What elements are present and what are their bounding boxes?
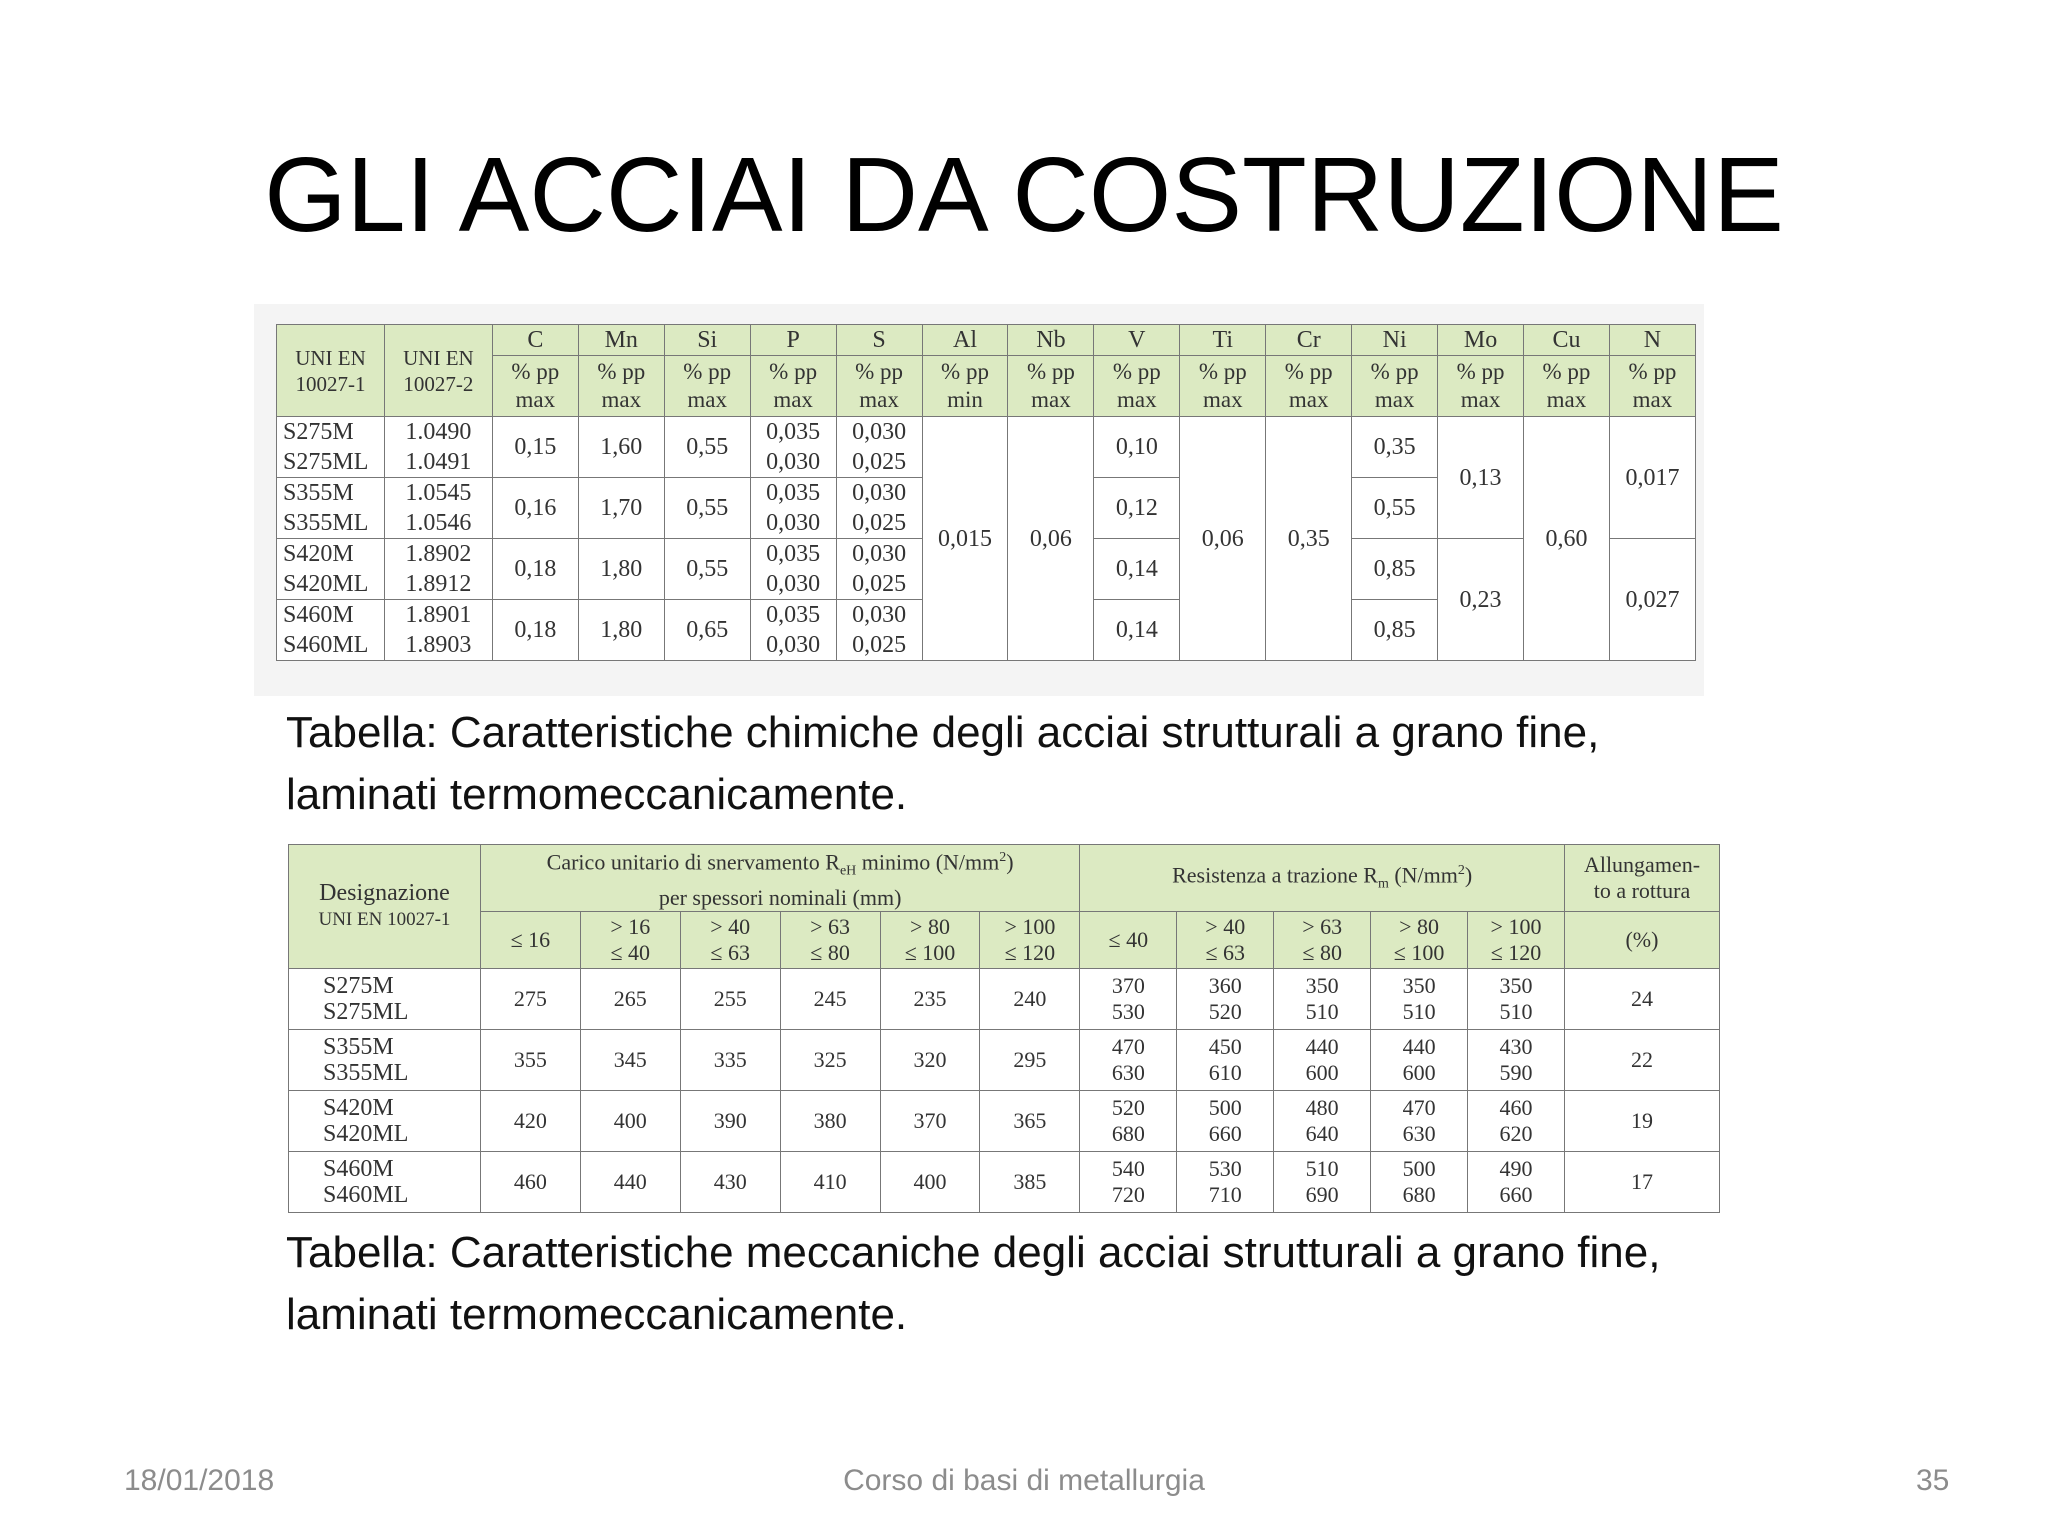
unit-header-nb: % pp max [1008, 356, 1094, 417]
footer-date: 18/01/2018 [124, 1464, 275, 1497]
value-mn: 1,80 [578, 539, 664, 600]
element-header-v: V [1094, 325, 1180, 356]
table-row [289, 968, 1720, 1029]
table-row [289, 1090, 1720, 1151]
unit-header-cr: % pp max [1266, 356, 1352, 417]
tensile-thickness-header: ≤ 40 [1080, 911, 1177, 968]
col-header-elongation: Allungamen- to a rottura [1564, 845, 1719, 912]
tensile-value: 470 630 [1371, 1090, 1468, 1151]
col-header-uni-en-10027-2: UNI EN 10027-2 [384, 325, 492, 417]
table-row [289, 1151, 1720, 1212]
value-mn: 1,80 [578, 600, 664, 661]
chemical-table-caption: Tabella: Caratteristiche chimiche degli acciai strutturali a grano fine, laminati termomeccanicamente. [286, 708, 1600, 819]
yield-value: 265 [580, 968, 680, 1029]
elongation-value: 17 [1564, 1151, 1719, 1212]
tensile-value: 500 680 [1371, 1151, 1468, 1212]
tensile-value: 440 600 [1371, 1029, 1468, 1090]
value-s: 0,030 0,025 [836, 600, 922, 661]
value-c: 0,18 [492, 539, 578, 600]
designation-cell: S460M S460ML [289, 1151, 481, 1212]
elongation-unit-header: (%) [1564, 911, 1719, 968]
value-si: 0,55 [664, 478, 750, 539]
value-v: 0,14 [1094, 600, 1180, 661]
tensile-value: 490 660 [1468, 1151, 1565, 1212]
mechanical-table-caption: Tabella: Caratteristiche meccaniche degli acciai strutturali a grano fine, laminati termomeccanicamente. [286, 1228, 1661, 1339]
yield-value: 370 [880, 1090, 980, 1151]
value-s: 0,030 0,025 [836, 539, 922, 600]
yield-thickness-header: ≤ 16 [480, 911, 580, 968]
value-mo: 0,13 [1438, 417, 1524, 539]
value-s: 0,030 0,025 [836, 417, 922, 478]
tensile-value: 350 510 [1371, 968, 1468, 1029]
col-header-designazione: Designazione UNI EN 10027-1 [289, 845, 481, 969]
tensile-value: 350 510 [1468, 968, 1565, 1029]
yield-value: 275 [480, 968, 580, 1029]
tensile-value: 350 510 [1274, 968, 1371, 1029]
value-c: 0,15 [492, 417, 578, 478]
tensile-value: 430 590 [1468, 1029, 1565, 1090]
yield-thickness-header: > 100 ≤ 120 [980, 911, 1080, 968]
footer-page-number: 35 [1916, 1464, 1950, 1497]
element-header-cr: Cr [1266, 325, 1352, 356]
elongation-value: 19 [1564, 1090, 1719, 1151]
tensile-value: 480 640 [1274, 1090, 1371, 1151]
value-v: 0,14 [1094, 539, 1180, 600]
yield-value: 410 [780, 1151, 880, 1212]
designation-cell: S275M S275ML [289, 968, 481, 1029]
unit-header-s: % pp max [836, 356, 922, 417]
element-header-s: S [836, 325, 922, 356]
value-v: 0,10 [1094, 417, 1180, 478]
material-number-cell: 1.0545 1.0546 [384, 478, 492, 539]
value-mn: 1,60 [578, 417, 664, 478]
yield-thickness-header: > 80 ≤ 100 [880, 911, 980, 968]
value-cr: 0,35 [1266, 417, 1352, 661]
value-c: 0,18 [492, 600, 578, 661]
elongation-value: 22 [1564, 1029, 1719, 1090]
tensile-value: 540 720 [1080, 1151, 1177, 1212]
element-header-si: Si [664, 325, 750, 356]
value-s: 0,030 0,025 [836, 478, 922, 539]
element-header-mo: Mo [1438, 325, 1524, 356]
tensile-value: 470 630 [1080, 1029, 1177, 1090]
yield-value: 335 [680, 1029, 780, 1090]
value-ni: 0,55 [1352, 478, 1438, 539]
value-si: 0,55 [664, 539, 750, 600]
yield-value: 245 [780, 968, 880, 1029]
tensile-value: 460 620 [1468, 1090, 1565, 1151]
yield-value: 365 [980, 1090, 1080, 1151]
designation-cell: S460M S460ML [277, 600, 385, 661]
yield-value: 420 [480, 1090, 580, 1151]
yield-value: 325 [780, 1029, 880, 1090]
value-si: 0,55 [664, 417, 750, 478]
unit-header-ti: % pp max [1180, 356, 1266, 417]
value-nb: 0,06 [1008, 417, 1094, 661]
value-cu: 0,60 [1524, 417, 1610, 661]
yield-value: 390 [680, 1090, 780, 1151]
tensile-thickness-header: > 40 ≤ 63 [1177, 911, 1274, 968]
unit-header-n: % pp max [1609, 356, 1695, 417]
unit-header-ni: % pp max [1352, 356, 1438, 417]
unit-header-p: % pp max [750, 356, 836, 417]
value-ti: 0,06 [1180, 417, 1266, 661]
tensile-thickness-header: > 80 ≤ 100 [1371, 911, 1468, 968]
yield-value: 460 [480, 1151, 580, 1212]
yield-value: 355 [480, 1029, 580, 1090]
col-header-uni-en-10027-1: UNI EN 10027-1 [277, 325, 385, 417]
unit-header-c: % pp max [492, 356, 578, 417]
tensile-value: 520 680 [1080, 1090, 1177, 1151]
yield-value: 400 [880, 1151, 980, 1212]
elongation-value: 24 [1564, 968, 1719, 1029]
slide-title: GLI ACCIAI DA COSTRUZIONE [264, 136, 1784, 254]
value-si: 0,65 [664, 600, 750, 661]
unit-header-mo: % pp max [1438, 356, 1524, 417]
yield-value: 430 [680, 1151, 780, 1212]
unit-header-si: % pp max [664, 356, 750, 417]
value-al: 0,015 [922, 417, 1008, 661]
yield-value: 235 [880, 968, 980, 1029]
table-row [289, 1029, 1720, 1090]
element-header-p: P [750, 325, 836, 356]
col-header-tensile-strength: Resistenza a trazione $R_m$ $(N/mm^2)$ [1080, 845, 1565, 912]
mechanical-properties-table [288, 844, 1720, 1213]
element-header-nb: Nb [1008, 325, 1094, 356]
yield-value: 385 [980, 1151, 1080, 1212]
designation-cell: S275M S275ML [277, 417, 385, 478]
material-number-cell: 1.0490 1.0491 [384, 417, 492, 478]
value-ni: 0,35 [1352, 417, 1438, 478]
element-header-c: C [492, 325, 578, 356]
yield-thickness-header: > 16 ≤ 40 [580, 911, 680, 968]
yield-thickness-header: > 40 ≤ 63 [680, 911, 780, 968]
value-ni: 0,85 [1352, 539, 1438, 600]
yield-value: 240 [980, 968, 1080, 1029]
yield-thickness-header: > 63 ≤ 80 [780, 911, 880, 968]
tensile-value: 450 610 [1177, 1029, 1274, 1090]
value-ni: 0,85 [1352, 600, 1438, 661]
element-header-ti: Ti [1180, 325, 1266, 356]
value-mo: 0,23 [1438, 539, 1524, 661]
tensile-value: 510 690 [1274, 1151, 1371, 1212]
unit-header-cu: % pp max [1524, 356, 1610, 417]
value-c: 0,16 [492, 478, 578, 539]
tensile-thickness-header: > 100 ≤ 120 [1468, 911, 1565, 968]
material-number-cell: 1.8902 1.8912 [384, 539, 492, 600]
tensile-value: 530 710 [1177, 1151, 1274, 1212]
yield-value: 345 [580, 1029, 680, 1090]
element-header-n: N [1609, 325, 1695, 356]
footer-course: Corso di basi di metallurgia [843, 1464, 1205, 1497]
element-header-cu: Cu [1524, 325, 1610, 356]
value-n: 0,017 [1609, 417, 1695, 539]
yield-value: 295 [980, 1029, 1080, 1090]
unit-header-al: % pp min [922, 356, 1008, 417]
yield-value: 380 [780, 1090, 880, 1151]
value-n: 0,027 [1609, 539, 1695, 661]
yield-value: 440 [580, 1151, 680, 1212]
value-v: 0,12 [1094, 478, 1180, 539]
unit-header-v: % pp max [1094, 356, 1180, 417]
yield-value: 255 [680, 968, 780, 1029]
designation-cell: S355M S355ML [277, 478, 385, 539]
value-p: 0,035 0,030 [750, 600, 836, 661]
tensile-value: 440 600 [1274, 1029, 1371, 1090]
designation-cell: S420M S420ML [277, 539, 385, 600]
designation-cell: S355M S355ML [289, 1029, 481, 1090]
element-header-mn: Mn [578, 325, 664, 356]
unit-header-mn: % pp max [578, 356, 664, 417]
tensile-value: 500 660 [1177, 1090, 1274, 1151]
chemical-composition-table [276, 324, 1696, 661]
tensile-value: 370 530 [1080, 968, 1177, 1029]
material-number-cell: 1.8901 1.8903 [384, 600, 492, 661]
yield-value: 320 [880, 1029, 980, 1090]
designation-cell: S420M S420ML [289, 1090, 481, 1151]
tensile-thickness-header: > 63 ≤ 80 [1274, 911, 1371, 968]
value-p: 0,035 0,030 [750, 417, 836, 478]
element-header-ni: Ni [1352, 325, 1438, 356]
col-header-yield-strength: Carico unitario di snervamento $R_{eH}$ minimo $(N/mm^2)$ per spessori nominali (mm) [480, 845, 1079, 912]
value-mn: 1,70 [578, 478, 664, 539]
tensile-value: 360 520 [1177, 968, 1274, 1029]
value-p: 0,035 0,030 [750, 539, 836, 600]
value-p: 0,035 0,030 [750, 478, 836, 539]
element-header-al: Al [922, 325, 1008, 356]
yield-value: 400 [580, 1090, 680, 1151]
